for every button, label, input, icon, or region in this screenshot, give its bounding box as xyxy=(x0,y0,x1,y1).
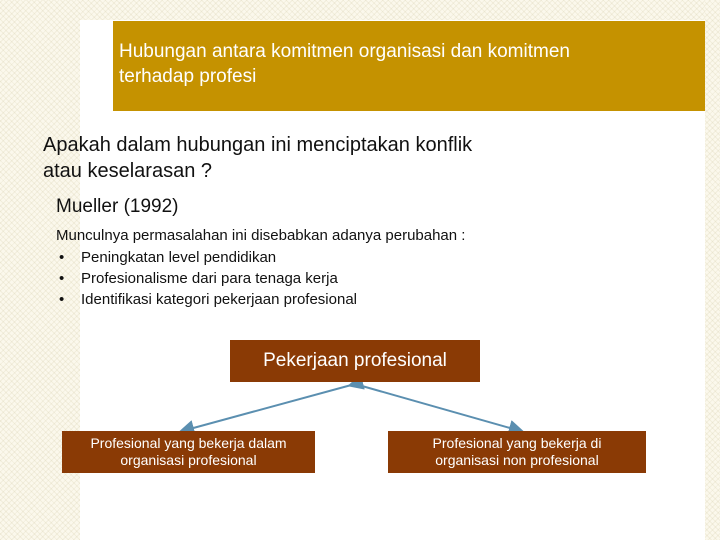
diagram-root-label: Pekerjaan profesional xyxy=(263,350,447,371)
diagram-left-node xyxy=(62,431,315,473)
list-item-text: Peningkatan level pendidikan xyxy=(81,249,277,266)
diagram-right-line-2: organisasi non profesional xyxy=(435,452,599,468)
question-line-1: Apakah dalam hubungan ini menciptakan konflik xyxy=(43,134,473,156)
diagram-root-node xyxy=(230,340,480,382)
background-pattern-top xyxy=(0,0,720,20)
list-item xyxy=(56,248,357,269)
bullet-list xyxy=(56,248,357,311)
list-item xyxy=(56,269,357,290)
bullet-icon: • xyxy=(59,270,65,287)
list-item-text: Profesionalisme dari para tenaga kerja xyxy=(81,270,338,287)
diagram-left-line-2: organisasi profesional xyxy=(120,452,257,468)
bullet-icon: • xyxy=(59,249,65,266)
slide-title xyxy=(113,21,705,111)
intro-text: Munculnya permasalahan ini disebabkan adanya perubahan : xyxy=(56,227,466,244)
question-text xyxy=(43,132,603,184)
question-line-2: atau keselarasan ? xyxy=(43,160,213,182)
slide-title-line-2: terhadap profesi xyxy=(119,66,257,87)
diagram-right-node xyxy=(388,431,646,473)
background-pattern-right xyxy=(705,0,720,540)
diagram-right-line-1: Profesional yang bekerja di xyxy=(432,435,602,451)
list-item xyxy=(56,290,357,311)
list-item-text: Identifikasi kategori pekerjaan profesional xyxy=(81,291,357,308)
diagram-left-line-1: Profesional yang bekerja dalam xyxy=(90,435,287,451)
author-citation: Mueller (1992) xyxy=(56,196,179,217)
slide-title-line-1: Hubungan antara komitmen organisasi dan komitmen xyxy=(119,41,570,62)
bullet-icon: • xyxy=(59,291,65,308)
